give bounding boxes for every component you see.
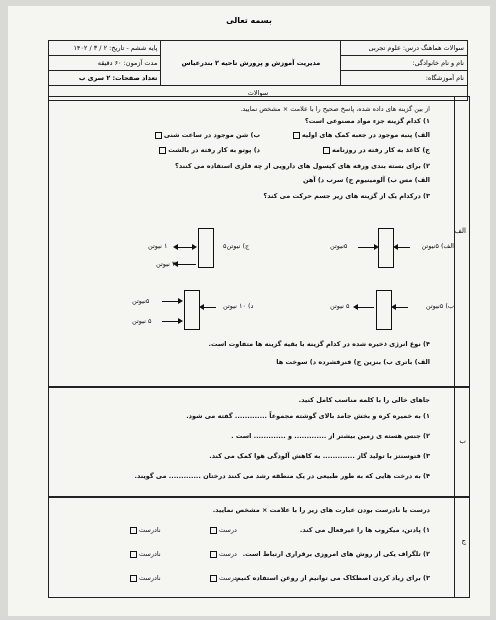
q1: ۱) کدام گزینه جزء مواد مصنوعی است؟ — [304, 117, 430, 125]
force-d-right2: ۵ نیوتن — [132, 317, 152, 325]
header-pages: تعداد صفحات: ۲ سری ب — [49, 71, 161, 86]
c2-true: درست — [208, 550, 237, 558]
force-box-d — [184, 290, 200, 330]
q4: ۴) نوع انرژی ذخیره شده در کدام گزینه با بقیه گزینه ها متفاوت است. — [208, 340, 430, 348]
q1-d: د) پوتو به کار رفته در بالشت — [157, 146, 260, 154]
c-statement-3: ۳) برای زیاد کردن اصطکاک می توانیم از روغن استفاده کنیم. — [233, 574, 430, 582]
force-arrow-a-right — [358, 247, 376, 248]
a-intro: از بین گزینه های داده شده، پاسخ صحیح را با علامت × مشخص نمایید. — [240, 105, 430, 113]
b-intro: جاهای خالی را با کلمه مناسب کامل کنید. — [298, 396, 430, 404]
header-grade-date: پایه ششم - تاریخ: ۲ / ۳ / ۱۴۰۲ — [49, 41, 161, 56]
c3-true: درست — [208, 574, 237, 582]
b-line-2: ۲) جنس هسته ی زمین بیشتر از ............. و ............. است . — [231, 432, 430, 440]
force-b-right-label: ۵ نیوتن — [330, 302, 350, 310]
c-statement-2: ۲) تلگراف یکی از روش های امروزی برقراری ارتباط است. — [242, 550, 430, 558]
force-arrow-a-left — [396, 247, 410, 248]
force-c-right1: ۱ نیوتن — [148, 242, 168, 250]
c1-false: نادرست — [128, 526, 161, 534]
c3-false: نادرست — [128, 574, 161, 582]
force-d-left-label: د) ۱۰ نیوتن — [223, 302, 254, 310]
c1-true: درست — [208, 526, 237, 534]
q1-c: ج) کاغذ به کار رفته در روزنامه — [321, 146, 430, 154]
force-c-right2: ۳ نیوتن — [156, 260, 176, 268]
q3: ۳) درکدام یک از گزینه های زیر جسم حرکت می کند؟ — [263, 192, 430, 200]
b-line-1: ۱) به خمیره کره و بخش جامد بالای گوشته مجموعاً ............. گفته می شود. — [186, 412, 430, 420]
header-questions: سوالات — [49, 86, 468, 101]
b-line-3: ۳) فتوسنتز با تولید گاز ............. به کاهش آلودگی هوا کمک می کند. — [209, 452, 430, 460]
q1-a: الف) پنبه موجود در جعبه کمک های اولیه — [291, 131, 430, 139]
force-box-b — [376, 290, 392, 330]
section-c-label: ج — [461, 537, 466, 545]
c-statement-1: ۱) پادتن، میکروب ها را غیرفعال می کند. — [299, 526, 430, 534]
q1-b: ب) شن موجود در ساعت شنی — [153, 131, 260, 139]
section-a-label-col — [454, 97, 469, 387]
q2: ۲) برای بسته بندی ورقه های کپسول های دارویی از چه فلزی استفاده می کنند؟ — [175, 162, 430, 170]
force-a-right-label: ۵نیوتن — [330, 242, 348, 250]
c-intro: درست یا نادرست بودن عبارت های زیر را با علامت × مشخص نمایید. — [212, 506, 430, 514]
header-org: مدیریت آموزش و پرورش ناحیه ۲ بندرعباس — [161, 41, 341, 86]
force-arrow-d-right2 — [162, 321, 180, 322]
force-d-right1: ۵نیوتن — [132, 297, 150, 305]
force-arrow-b-left — [394, 307, 408, 308]
exam-page — [8, 6, 490, 616]
section-c-label-col — [454, 497, 469, 597]
q2-options: الف) مس ب) آلومینیوم ج) سرب د) آهن — [302, 176, 430, 184]
force-arrow-d-right1 — [162, 301, 180, 302]
force-arrow-d-left — [202, 307, 216, 308]
page-title: بسمه تعالی — [226, 16, 272, 25]
header-duration: مدت آزمون: ۶۰ دقیقه — [49, 56, 161, 71]
force-c-left-label: ج) نیوتن۵ — [223, 242, 250, 250]
b-line-4: ۴) به درخت هایی که به طور طبیعی در یک منطقه رشد می کنند درختان ............. می گویند. — [134, 472, 430, 480]
force-a-left-label: الف) ۵نیوتن — [421, 242, 454, 250]
header-table — [48, 40, 468, 101]
force-arrow-b-right — [356, 307, 374, 308]
c2-false: نادرست — [128, 550, 161, 558]
force-arrow-c-in — [176, 247, 194, 248]
section-a-label: الف — [454, 227, 466, 235]
header-subject: سوالات هماهنگ درس: علوم تجربی — [341, 41, 468, 56]
force-box-c — [198, 228, 214, 268]
q4-options: الف) باتری ب) بنزین ج) فنرفشرده د) سوخت ها — [276, 358, 430, 366]
header-name: نام و نام خانوادگی: — [341, 56, 468, 71]
header-school: نام آموزشگاه: — [341, 71, 468, 86]
force-b-left-label: ب) ۵نیوتن — [425, 302, 454, 310]
section-b-label: ب — [459, 437, 466, 445]
force-arrow-c-out — [176, 264, 196, 265]
